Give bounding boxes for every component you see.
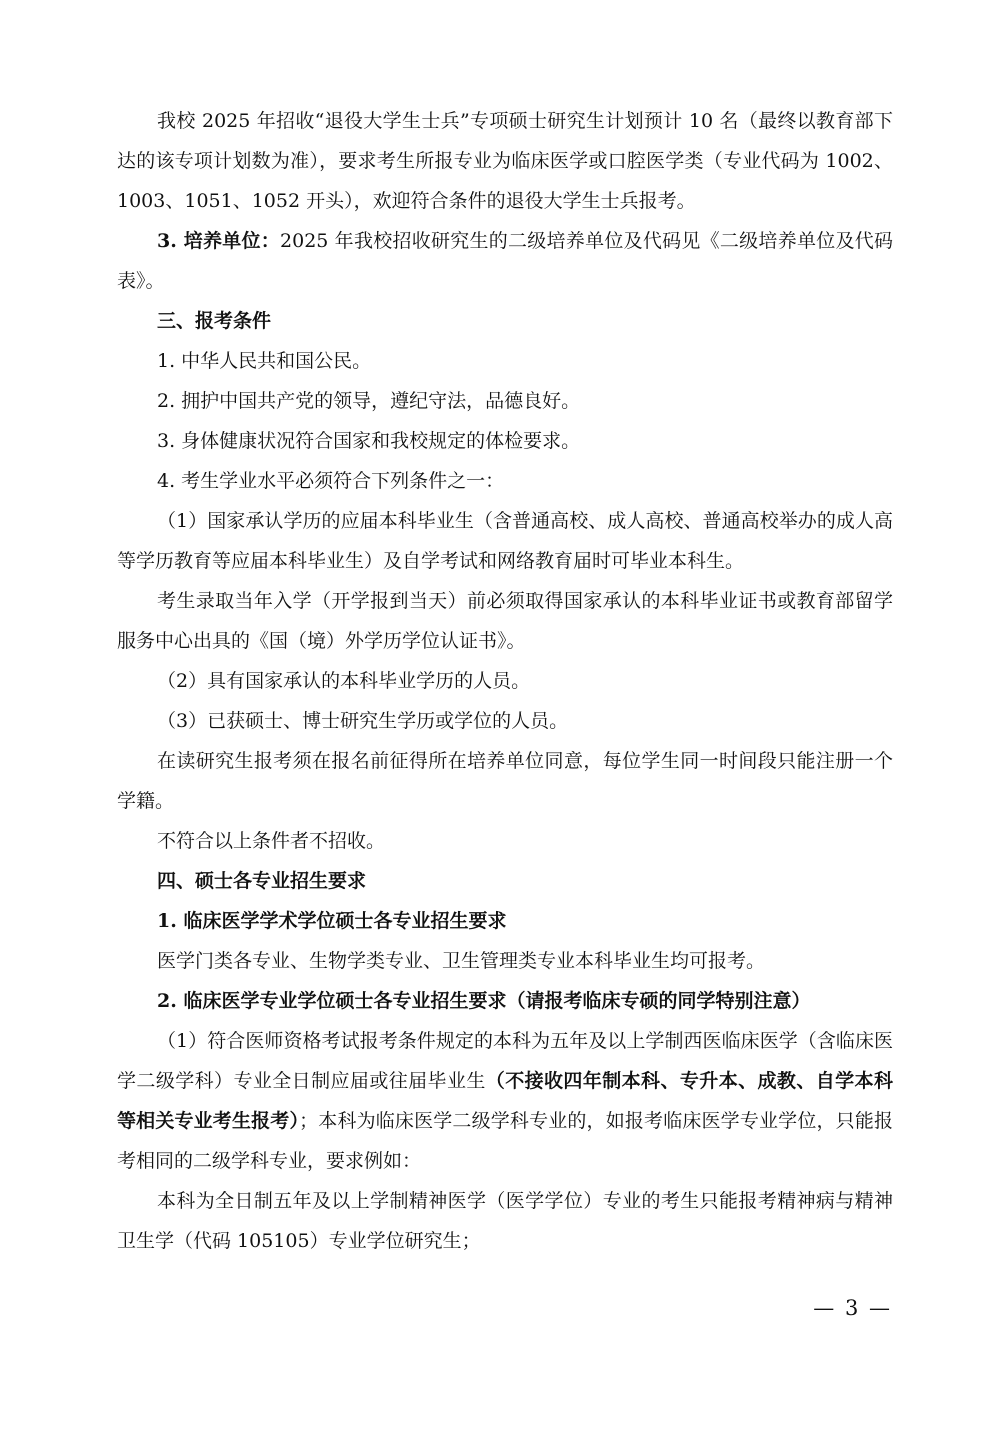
- condition-not-eligible: 不符合以上条件者不招收。: [157, 830, 386, 852]
- section-heading-requirements: 三、报考条件: [157, 310, 272, 332]
- page-number: — 3 —: [813, 1296, 892, 1320]
- section-heading-major-requirements: 四、硕士各专业招生要求: [157, 870, 367, 892]
- condition-citizenship: 1. 中华人民共和国公民。: [157, 350, 372, 372]
- paragraph-special-plan: 我校 2025 年招收“退役大学生士兵”专项硕士研究生计划预计 10 名（最终以教育部下达的该专项计划数为准），要求考生所报专业为临床医学或口腔医学类（专业代码为 1002、1003、1051、1052 开头），欢迎符合条件的退役大学生士兵报考。: [117, 110, 893, 212]
- professional-degree-exclusion: （不接收四年制本科、专升本、成教、自学本科等相关专业考生报考）: [117, 1070, 893, 1132]
- training-units-label: 3. 培养单位：: [157, 230, 281, 252]
- condition-academic-3: （3）已获硕士、博士研究生学历或学位的人员。: [157, 710, 569, 732]
- subheading-professional-degree: 2. 临床医学专业学位硕士各专业招生要求（请报考临床专硕的同学特别注意）: [157, 990, 811, 1012]
- document-body: [117, 101, 893, 1261]
- subheading-academic-degree: 1. 临床医学学术学位硕士各专业招生要求: [157, 910, 507, 932]
- training-units-text: 2025 年我校招收研究生的二级培养单位及代码见《二级培养单位及代码表》。: [117, 230, 893, 292]
- professional-degree-requirement: [117, 1021, 893, 1181]
- condition-conduct: 2. 拥护中国共产党的领导，遵纪守法，品德良好。: [157, 390, 581, 412]
- condition-academic-1: （1）国家承认学历的应届本科毕业生（含普通高校、成人高校、普通高校举办的成人高等学历教育等应届本科毕业生）及自学考试和网络教育届时可毕业本科生。: [117, 510, 893, 572]
- paragraph-training-units: [117, 221, 893, 301]
- academic-degree-text: 医学门类各专业、生物学类专业、卫生管理类专业本科毕业生均可报考。: [157, 950, 766, 972]
- condition-academic: 4. 考生学业水平必须符合下列条件之一：: [157, 470, 505, 492]
- professional-degree-example: 本科为全日制五年及以上学制精神医学（医学学位）专业的考生只能报考精神病与精神卫生学（代码 105105）专业学位研究生；: [117, 1190, 893, 1252]
- condition-academic-1-note: 考生录取当年入学（开学报到当天）前必须取得国家承认的本科毕业证书或教育部留学服务中心出具的《国（境）外学历学位认证书》。: [117, 590, 893, 652]
- professional-degree-text-b: ；本科为临床医学二级学科专业的，如报考临床医学专业学位，只能报考相同的二级学科专业，要求例如：: [117, 1110, 893, 1172]
- condition-current-students: 在读研究生报考须在报名前征得所在培养单位同意，每位学生同一时间段只能注册一个学籍。: [117, 750, 893, 812]
- professional-degree-text-a: （1）符合医师资格考试报考条件规定的本科为五年及以上学制西医临床医学（含临床医学二级学科）专业全日制应届或往届毕业生: [117, 1030, 893, 1092]
- condition-health: 3. 身体健康状况符合国家和我校规定的体检要求。: [157, 430, 581, 452]
- condition-academic-2: （2）具有国家承认的本科毕业学历的人员。: [157, 670, 531, 692]
